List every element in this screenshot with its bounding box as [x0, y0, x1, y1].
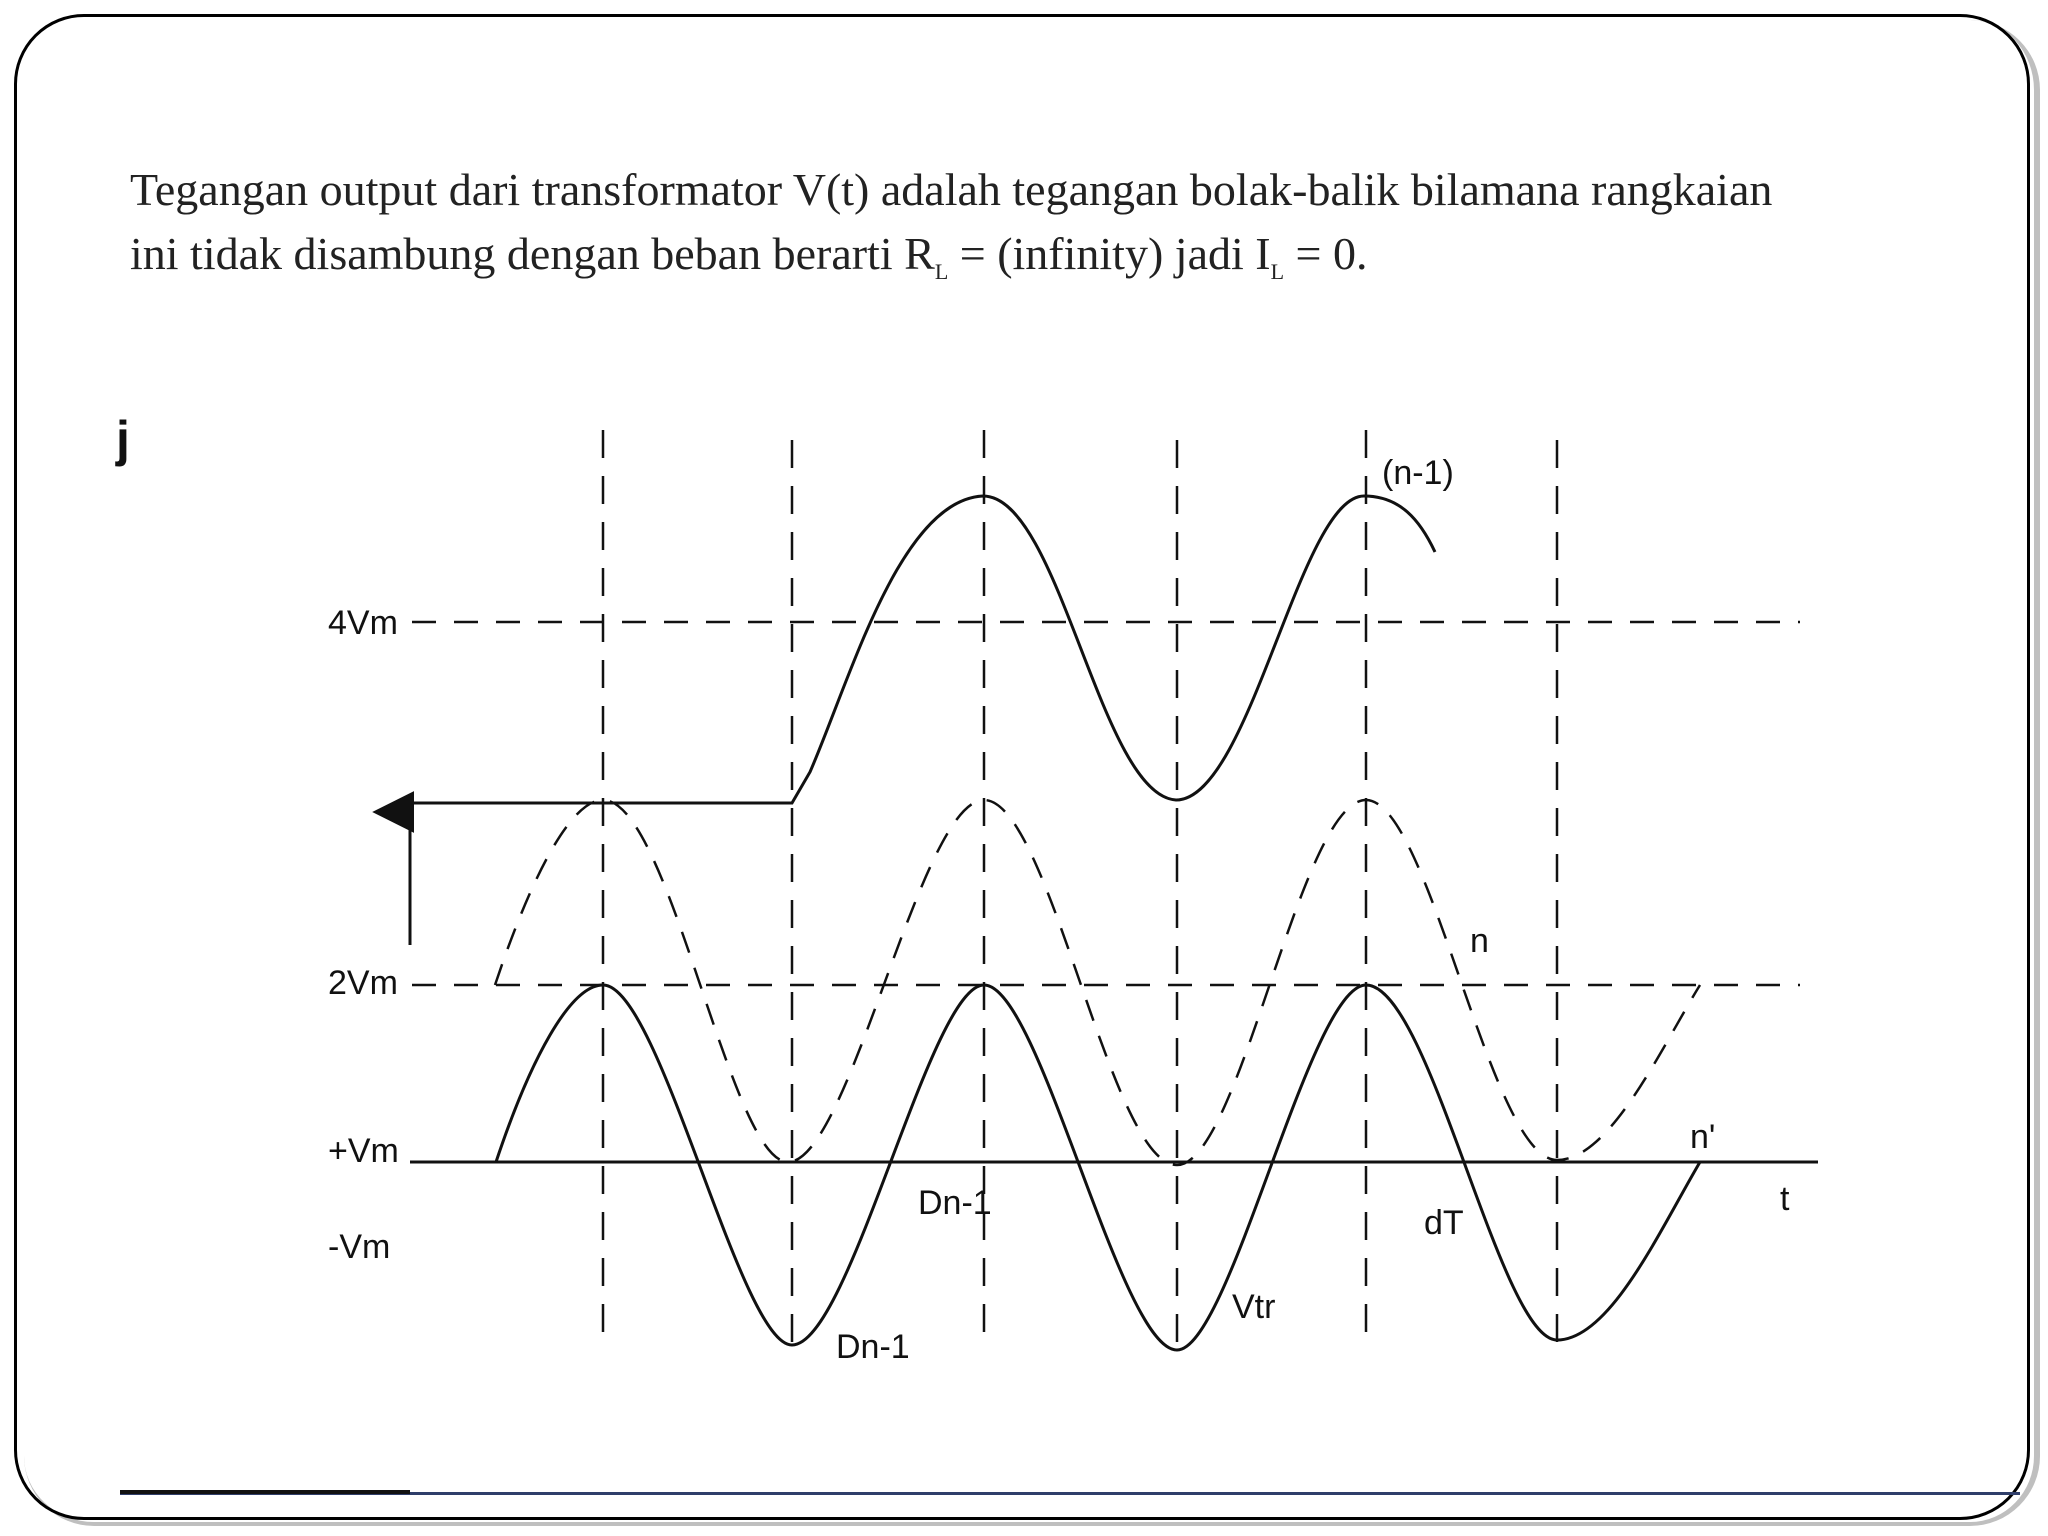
label-vtr: Vtr — [1232, 1288, 1276, 1326]
caption-line-2a: ini tidak disambung dengan beban berarti R — [130, 228, 935, 279]
stray-mark: j — [116, 411, 130, 467]
label-dn1-bottom: Dn-1 — [836, 1328, 910, 1366]
label-n: n — [1470, 922, 1489, 960]
caption-line-1: Tegangan output dari transformator V(t) adalah tegangan bolak-balik bilamana rangkaian — [130, 164, 1773, 215]
label-dt: dT — [1424, 1204, 1464, 1242]
label-dn1-middle: Dn-1 — [918, 1184, 992, 1222]
caption-text — [130, 158, 1950, 304]
il-subscript: L — [1270, 259, 1285, 285]
caption-line-2c: = 0. — [1284, 228, 1368, 279]
label-plus-vm: +Vm — [328, 1132, 399, 1170]
rl-subscript: L — [934, 259, 949, 285]
label-t-axis: t — [1780, 1180, 1790, 1218]
label-n-prime: n' — [1690, 1118, 1716, 1156]
shifted-dashed-waveform — [495, 800, 1700, 1165]
caption-line-2b: = (infinity) jadi I — [948, 228, 1271, 279]
label-2vm: 2Vm — [328, 964, 398, 1002]
input-sine-waveform — [496, 985, 1700, 1350]
clamped-output-waveform — [410, 496, 1435, 803]
label-minus-vm: -Vm — [328, 1228, 391, 1266]
bottom-rule-accent — [120, 1490, 410, 1494]
label-n-minus-1: (n-1) — [1382, 454, 1454, 492]
label-4vm: 4Vm — [328, 604, 398, 642]
